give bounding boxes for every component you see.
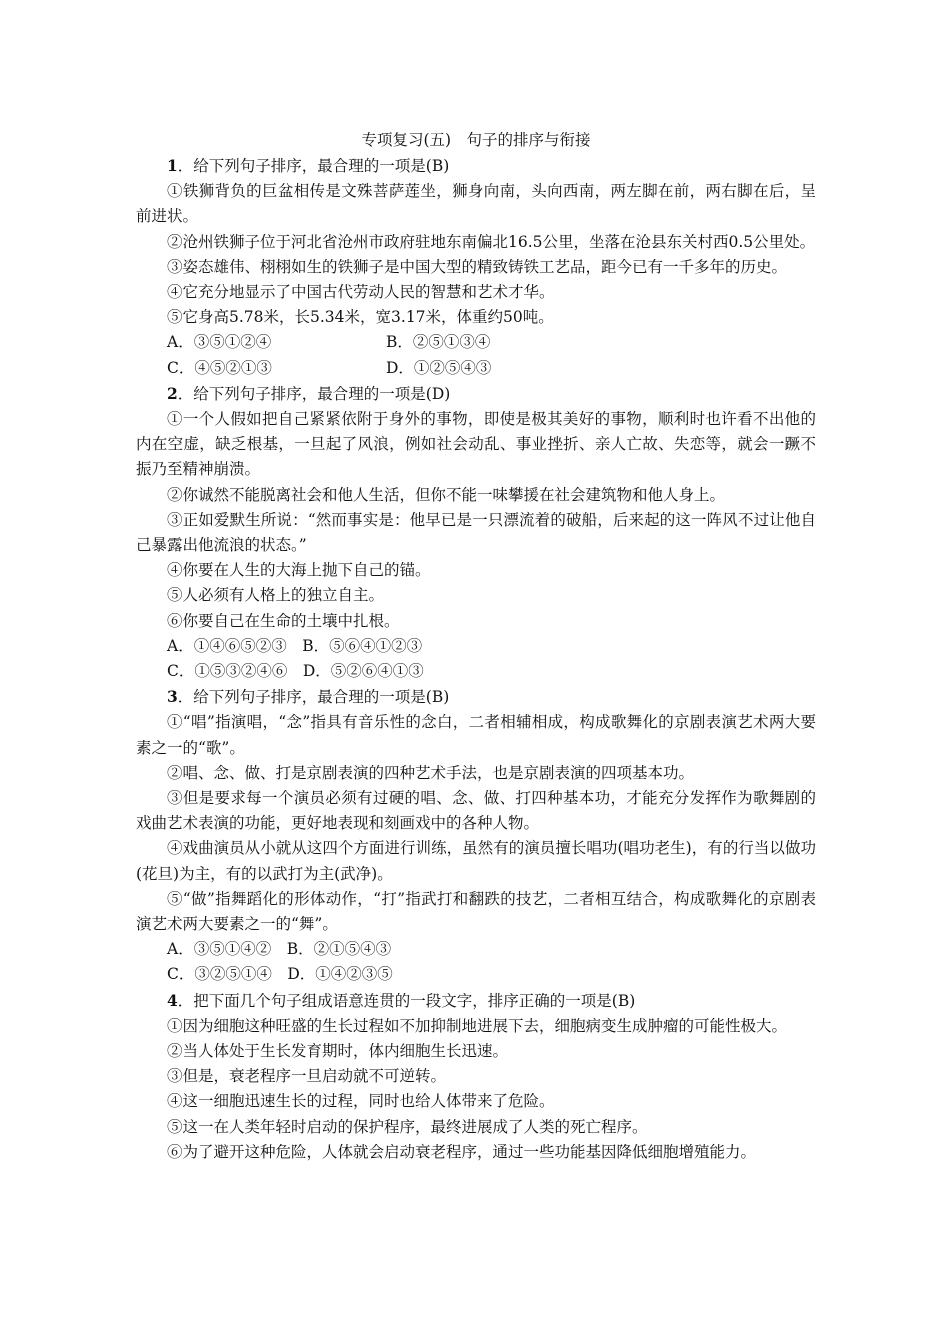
sentence-item: ⑤这一在人类年轻时启动的保护程序，最终进展成了人类的死亡程序。 — [167, 1117, 648, 1136]
sentence-item: ⑤人必须有人格上的独立自主。 — [167, 586, 385, 605]
answer-options-row — [136, 356, 816, 381]
answer-options-row: C．③②⑤①④ D．①④②③⑤ — [167, 965, 393, 984]
sentence-item: ③但是，衰老程序一旦启动就不可逆转。 — [167, 1067, 447, 1086]
question-1-stem — [136, 153, 816, 179]
question-number: 4 — [167, 990, 178, 1010]
sentence-item: ①“唱”指演唱，“念”指具有音乐性的念白，二者相辅相成，构成歌舞化的京剧表演艺术两大要素之一的“歌”。 — [136, 713, 816, 757]
sentence-item: ⑤它身高5.78米，长5.34米，宽3.17米，体重约50吨。 — [167, 308, 554, 327]
answer-options-row — [136, 330, 816, 355]
question-2-stem — [136, 381, 816, 407]
sentence-item: ③正如爱默生所说：“然而事实是：他早已是一只漂流着的破船，后来起的这一阵风不过让他自己暴露出他流浪的状态。” — [136, 510, 816, 555]
sentence-item: ⑤“做”指舞蹈化的形体动作，“打”指武打和翻跌的技艺，二者相互结合，构成歌舞化的京剧表演艺术两大要素之一的“舞”。 — [136, 889, 816, 934]
sentence-item: ①一个人假如把自己紧紧依附于身外的事物，即使是极其美好的事物，顺利时也许看不出他的内在空虚，缺乏根基，一旦起了风浪，例如社会动乱、事业挫折、亲人亡故、失恋等，就会一蹶不振乃至精神崩溃。 — [136, 410, 816, 479]
sentence-item: ②你诚然不能脱离社会和他人生活，但你不能一味攀援在社会建筑物和他人身上。 — [167, 485, 726, 504]
answer-options-row: A．①④⑥⑤②③ B．⑤⑥④①②③ — [167, 636, 423, 655]
question-number: 2 — [167, 383, 178, 403]
sentence-item: ②当人体处于生长发育期时，体内细胞生长迅速。 — [167, 1042, 509, 1061]
question-number: 3 — [167, 687, 178, 707]
sentence-item: ④戏曲演员从小就从这四个方面进行训练，虽然有的演员擅长唱功(唱功老生)，有的行当以做功(花旦)为主，有的以武打为主(武净)。 — [136, 839, 816, 883]
question-text: ．给下列句子排序，最合理的一项是(B) — [177, 688, 450, 707]
sentence-item: ②唱、念、做、打是京剧表演的四种艺术手法，也是京剧表演的四项基本功。 — [167, 763, 695, 782]
question-text: ．把下面几个句子组成语意连贯的一段文字，排序正确的一项是(B) — [177, 991, 636, 1010]
answer-option: C．④⑤②①③ — [167, 358, 272, 377]
answer-options-row: C．①⑤③②④⑥ D．⑤②⑥④①③ — [167, 662, 424, 681]
sentence-item: ③姿态雄伟、栩栩如生的铁狮子是中国大型的精致铸铁工艺品，距今已有一千多年的历史。 — [167, 257, 788, 276]
question-number: 1 — [167, 156, 178, 175]
sentence-item: ⑥为了避开这种危险，人体就会启动衰老程序，通过一些功能基因降低细胞增殖能力。 — [167, 1142, 757, 1161]
question-text: ．给下列句子排序，最合理的一项是(D) — [177, 384, 451, 403]
sentence-item: ①铁狮背负的巨盆相传是文殊菩萨莲坐，狮身向南，头向西南，两左脚在前，两右脚在后，呈前进状。 — [136, 182, 816, 226]
sentence-item: ①因为细胞这种旺盛的生长过程如不加抑制地进展下去，细胞病变生成肿瘤的可能性极大。 — [167, 1016, 788, 1035]
document-page — [136, 128, 816, 1165]
question-4-stem — [136, 988, 816, 1014]
answer-option: D．①②⑤④③ — [386, 358, 492, 377]
answer-options-row: A．③⑤①④② B．②①⑤④③ — [167, 940, 392, 959]
sentence-item: ②沧州铁狮子位于河北省沧州市政府驻地东南偏北16.5公里，坐落在沧县东关村西0.5公里处。 — [167, 232, 816, 251]
question-text: ．给下列句子排序，最合理的一项是(B) — [177, 157, 450, 175]
sentence-item: ④你要在人生的大海上抛下自己的锚。 — [167, 561, 431, 580]
question-3-stem — [136, 684, 816, 710]
answer-option: A．③⑤①②④ — [167, 333, 272, 352]
sentence-item: ③但是要求每一个演员必须有过硬的唱、念、做、打四种基本功，才能充分发挥作为歌舞剧的戏曲艺术表演的功能，更好地表现和刻画戏中的各种人物。 — [136, 789, 816, 833]
sentence-item: ④它充分地显示了中国古代劳动人民的智慧和艺术才华。 — [167, 283, 555, 302]
answer-option: B．②⑤①③④ — [386, 333, 491, 352]
sentence-item: ⑥你要自己在生命的土壤中扎根。 — [167, 611, 400, 630]
document-title: 专项复习(五) 句子的排序与衔接 — [361, 131, 591, 149]
sentence-item: ④这一细胞迅速生长的过程，同时也给人体带来了危险。 — [167, 1092, 555, 1111]
